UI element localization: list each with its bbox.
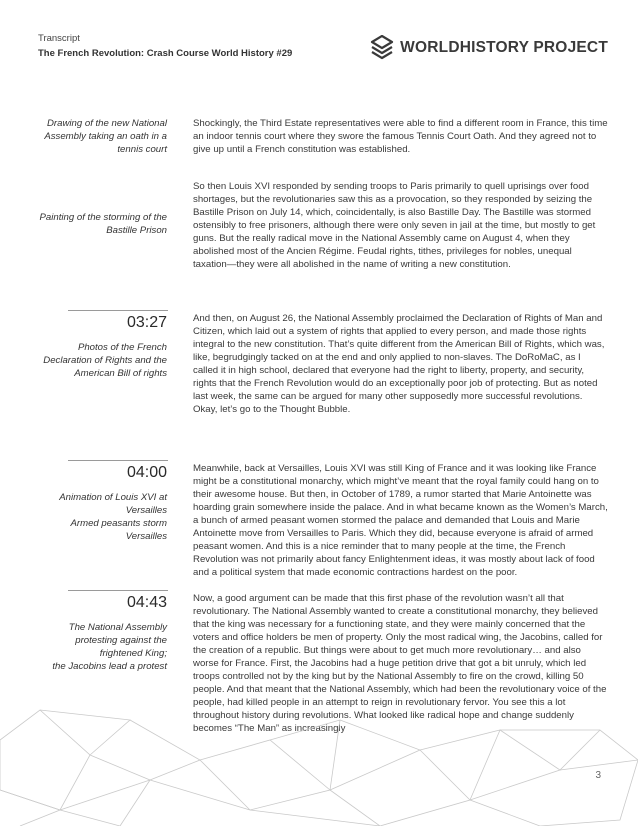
caption-text: Armed peasants storm Versailles xyxy=(70,518,167,542)
sidebar-caption xyxy=(30,117,167,156)
sidebar-caption xyxy=(30,211,167,237)
sidebar-timestamp-block xyxy=(30,463,167,543)
divider xyxy=(68,310,168,311)
caption-text: Photos of the French Declaration of Rights and the American Bill of rights xyxy=(43,342,167,379)
caption-text: Drawing of the new National Assembly taking an oath in a tennis court xyxy=(44,118,167,155)
page-number: 3 xyxy=(595,770,601,781)
transcript-paragraph: And then, on August 26, the National Assembly proclaimed the Declaration of Rights of Man and Citizen, which laid out a system of rights that applied to every person, and made those rights integral to the new constitution. That’s quite different from the American Bill of Rights, which was, like, begrudgingly tacked on at the end and only applied to non-slaves. The DoRoMaC, as I called it in high school, declared that everyone had the right to liberty, property, and security, rights that the French Revolution would do an exceptionally poor job of protecting. But as noted last week, the same can be argued for many other supposedly more successful revolutions. Okay, let’s go to the Thought Bubble. xyxy=(193,313,605,415)
transcript-paragraph: So then Louis XVI responded by sending troops to Paris primarily to quell uprisings over food shortages, but the revolutionaries saw this as a provocation, so they responded by seizing the Bastille Prison on July 14, which, coincidentally, is also Bastille Day. The Bastille was stormed ostensibly to free prisoners, although there were only seven in jail at the time, but mostly to get guns. But the really radical move in the National Assembly came on August 4, when they abolished most of the Ancien Régime. Feudal rights, tithes, privileges for nobles, unequal taxation—they were all abolished in the name of writing a new constitution. xyxy=(193,181,596,270)
brand-name: WORLDHISTORY PROJECT xyxy=(400,39,608,56)
caption-text: the Jacobins lead a protest xyxy=(52,661,167,672)
caption-text: The National Assembly protesting against the frightened King; xyxy=(68,622,167,659)
world-history-project-logo-icon xyxy=(370,35,394,61)
header-eyebrow: Transcript xyxy=(38,33,80,44)
transcript-paragraph: Now, a good argument can be made that this first phase of the revolution wasn’t all that revolutionary. The National Assembly wanted to create a constitutional monarchy, they believed that the king was necessary for a functioning state, and they were mainly concerned that the voters and office holders be men of property. Only the most radical wing, the Jacobins, called for the creation of a republic. But things were about to get much more revolutionary… and also worse for France. First, the Jacobins had a huge petition drive that got a bit unruly, which led troops controlled not by the king but by the National Assembly to fire on the crowd, killing 50 people. And that meant that the National Assembly, which had been the revolutionary voice of the people, had killed people in an attempt to reign in revolutionary fervor. You see this a lot throughout history during revolutions. What looked like radical hope and change suddenly becomes “The Man” as increasingly xyxy=(193,593,607,734)
timestamp: 04:00 xyxy=(126,464,167,481)
sidebar-timestamp-block xyxy=(30,593,167,673)
page-header xyxy=(38,33,608,73)
divider xyxy=(68,460,168,461)
brand xyxy=(370,35,608,61)
timestamp: 04:43 xyxy=(126,594,167,611)
transcript-paragraph: Meanwhile, back at Versailles, Louis XVI was still King of France and it was looking like France might be a constitutional monarchy, which might’ve meant that the royal family could hang on to their awesome house. But then, in October of 1789, a rumor started that Marie Antoinette was hoarding grain somewhere inside the palace. And in what became known as the Women’s March, a bunch of armed peasant women stormed the palace and demanded that Louis and Marie Antoinette move from Versailles to Paris. Which they did, because everyone is afraid of armed peasant women. And this is a nice reminder that to many people at the time, the French Revolution was not primarily about fancy Enlightenment ideas, it was mostly about lack of food and a political system that made economic contractions hardest on the poor. xyxy=(193,463,608,578)
footer-polygon-pattern xyxy=(0,700,638,826)
sidebar-timestamp-block xyxy=(30,313,167,380)
transcript-paragraph: Shockingly, the Third Estate representatives were able to find a different room in France, this time an indoor tennis court where they swore the famous Tennis Court Oath. And they agreed not to give up until a French constitution was established. xyxy=(193,118,608,155)
document-title: The French Revolution: Crash Course World History #29 xyxy=(38,48,293,59)
timestamp: 03:27 xyxy=(126,314,167,331)
caption-text: Animation of Louis XVI at Versailles xyxy=(59,492,167,516)
divider xyxy=(68,590,168,591)
caption-text: Painting of the storming of the Bastille Prison xyxy=(39,212,167,236)
